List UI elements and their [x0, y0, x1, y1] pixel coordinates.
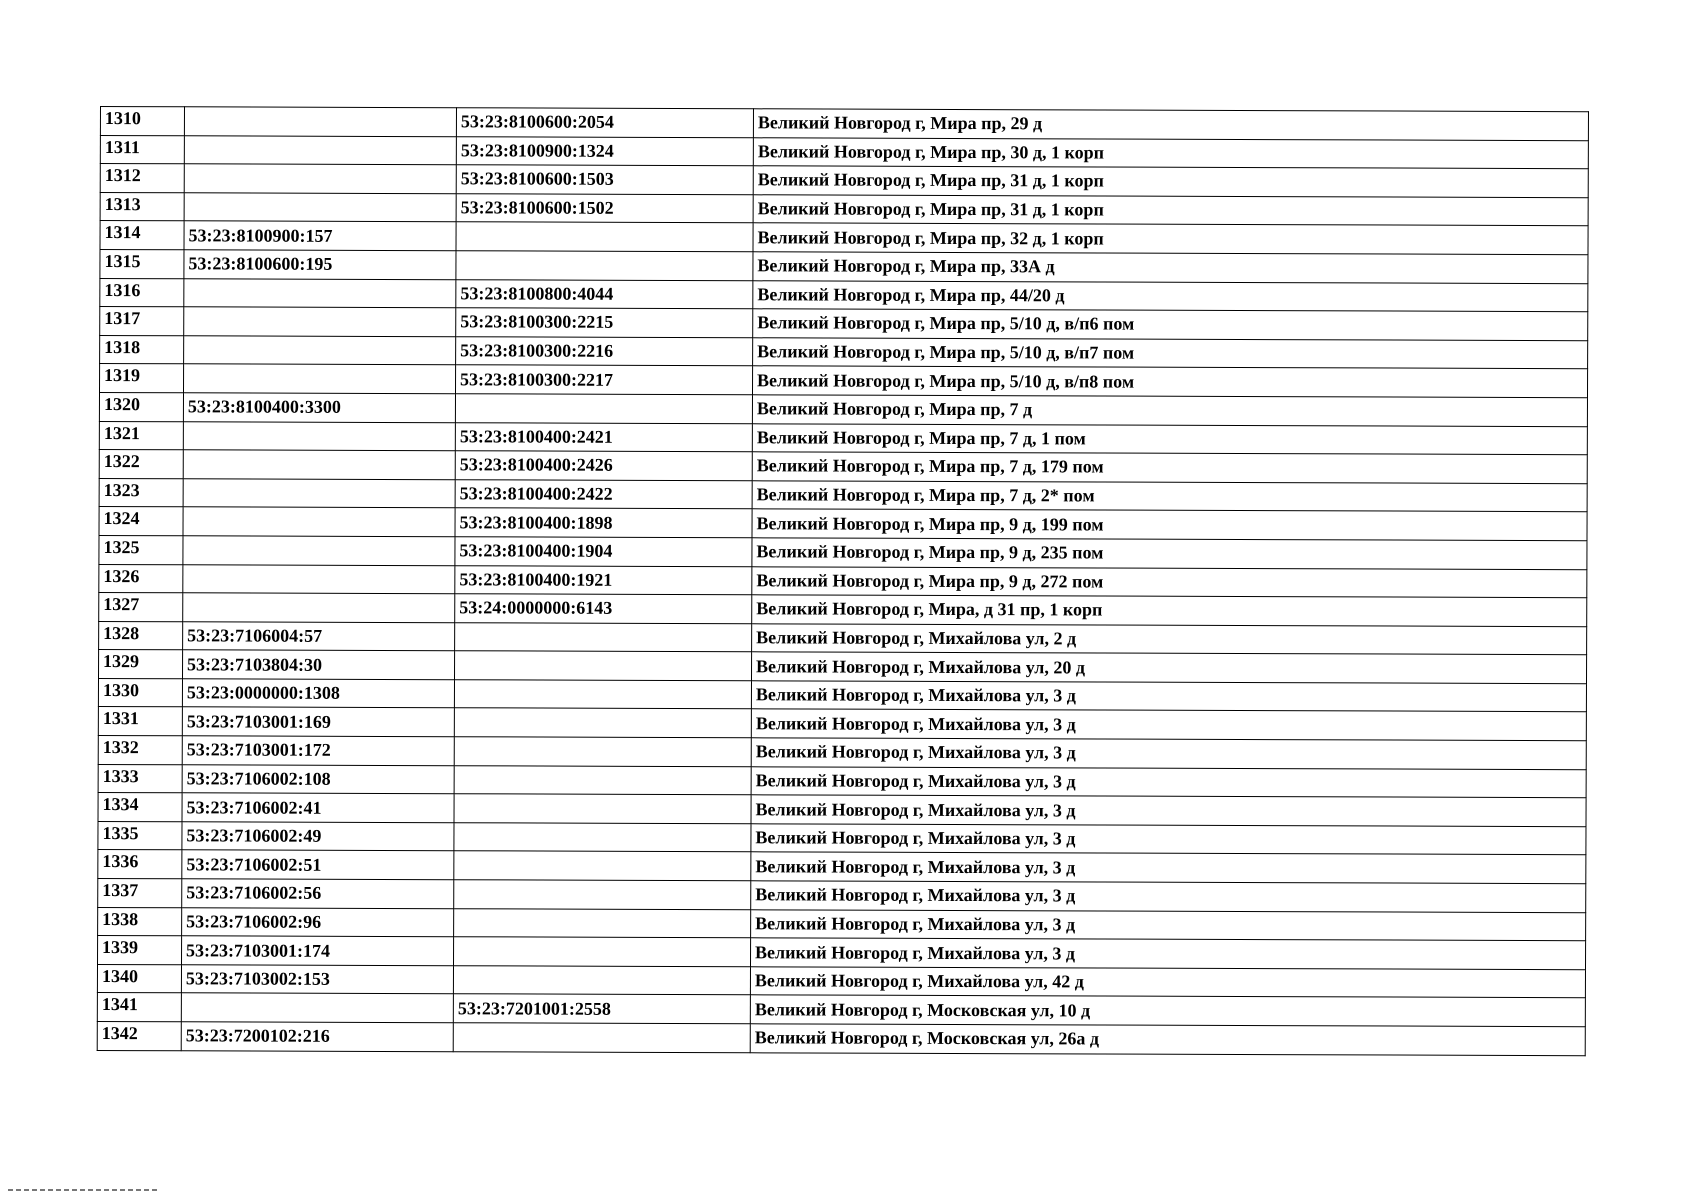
cadastral-number-1-cell: 53:23:7103001:169 — [182, 707, 454, 737]
register-table — [97, 106, 1589, 1056]
cadastral-number-1-cell — [183, 421, 455, 451]
cadastral-number-1-cell — [183, 507, 455, 537]
cadastral-number-2-cell: 53:23:8100400:1921 — [455, 565, 752, 595]
address-cell: Великий Новгород г, Мира пр, 9 д, 199 пом — [752, 509, 1587, 541]
address-cell: Великий Новгород г, Мира пр, 29 д — [753, 109, 1588, 141]
row-number-cell: 1337 — [98, 879, 182, 908]
register-table-body — [97, 107, 1588, 1056]
cadastral-number-1-cell — [183, 479, 455, 509]
address-cell: Великий Новгород г, Мира пр, 7 д, 1 пом — [752, 423, 1587, 455]
cadastral-number-2-cell — [455, 394, 752, 424]
address-cell: Великий Новгород г, Мира пр, 7 д, 2* пом — [752, 480, 1587, 512]
row-number-cell: 1330 — [98, 678, 182, 707]
cadastral-number-1-cell — [183, 593, 455, 623]
address-cell: Великий Новгород г, Михайлова ул, 3 д — [751, 738, 1586, 770]
cadastral-number-2-cell — [454, 651, 751, 681]
row-number-cell: 1312 — [100, 164, 184, 193]
row-number-cell: 1327 — [99, 593, 183, 622]
address-cell: Великий Новгород г, Михайлова ул, 3 д — [751, 766, 1586, 798]
cadastral-number-2-cell — [454, 908, 751, 938]
row-number-cell: 1342 — [97, 1021, 181, 1050]
cadastral-number-2-cell — [454, 880, 751, 910]
cadastral-number-1-cell: 53:23:7103001:172 — [182, 736, 454, 766]
cadastral-number-1-cell — [183, 450, 455, 480]
cadastral-number-1-cell: 53:23:7106002:96 — [182, 907, 454, 937]
cadastral-number-2-cell: 53:23:8100300:2217 — [455, 365, 752, 395]
address-cell: Великий Новгород г, Мира пр, 9 д, 235 пом — [752, 538, 1587, 570]
row-number-cell: 1325 — [99, 535, 183, 564]
cadastral-number-1-cell: 53:23:7106004:57 — [183, 621, 455, 651]
cadastral-number-1-cell: 53:23:7103804:30 — [183, 650, 455, 680]
cadastral-number-1-cell — [181, 993, 453, 1023]
row-number-cell: 1331 — [98, 707, 182, 736]
address-cell: Великий Новгород г, Мира пр, 44/20 д — [753, 280, 1588, 312]
cadastral-number-2-cell: 53:23:8100400:2422 — [455, 479, 752, 509]
row-number-cell: 1315 — [100, 249, 184, 278]
row-number-cell: 1339 — [98, 936, 182, 965]
row-number-cell: 1326 — [99, 564, 183, 593]
address-cell: Великий Новгород г, Михайлова ул, 3 д — [751, 681, 1586, 713]
address-cell: Великий Новгород г, Московская ул, 10 д — [750, 995, 1585, 1027]
address-cell: Великий Новгород г, Михайлова ул, 3 д — [751, 709, 1586, 741]
row-number-cell: 1335 — [98, 821, 182, 850]
cadastral-number-1-cell — [184, 307, 456, 337]
row-number-cell: 1338 — [98, 907, 182, 936]
row-number-cell: 1333 — [98, 764, 182, 793]
cadastral-number-1-cell — [183, 564, 455, 594]
row-number-cell: 1311 — [100, 135, 184, 164]
cadastral-number-1-cell — [184, 135, 456, 165]
cadastral-number-2-cell: 53:23:8100300:2216 — [456, 336, 753, 366]
address-cell: Великий Новгород г, Мира пр, 5/10 д, в/п8 пом — [752, 366, 1587, 398]
address-cell: Великий Новгород г, Московская ул, 26а д — [750, 1024, 1585, 1056]
row-number-cell: 1340 — [97, 964, 181, 993]
row-number-cell: 1320 — [99, 392, 183, 421]
cadastral-number-2-cell — [455, 622, 752, 652]
row-number-cell: 1334 — [98, 793, 182, 822]
cadastral-number-2-cell: 53:23:8100600:2054 — [456, 108, 753, 138]
row-number-cell: 1329 — [99, 650, 183, 679]
address-cell: Великий Новгород г, Мира пр, 7 д, 179 пом — [752, 452, 1587, 484]
row-number-cell: 1324 — [99, 507, 183, 536]
cadastral-number-2-cell — [453, 966, 750, 996]
address-cell: Великий Новгород г, Мира пр, 31 д, 1 корп — [753, 166, 1588, 198]
cadastral-number-1-cell: 53:23:7106002:49 — [182, 822, 454, 852]
row-number-cell: 1314 — [100, 221, 184, 250]
cadastral-number-1-cell — [184, 278, 456, 308]
cadastral-number-2-cell: 53:23:8100400:1904 — [455, 537, 752, 567]
cadastral-number-1-cell: 53:23:8100600:195 — [184, 250, 456, 280]
row-number-cell: 1313 — [100, 192, 184, 221]
cadastral-number-1-cell: 53:23:7106002:108 — [182, 764, 454, 794]
row-number-cell: 1322 — [99, 450, 183, 479]
cadastral-number-1-cell: 53:23:0000000:1308 — [182, 679, 454, 709]
cadastral-number-2-cell — [456, 251, 753, 281]
cadastral-number-2-cell — [454, 737, 751, 767]
address-cell: Великий Новгород г, Мира, д 31 пр, 1 корп — [752, 595, 1587, 627]
cadastral-number-2-cell: 53:23:8100900:1324 — [456, 136, 753, 166]
cadastral-number-2-cell: 53:23:8100400:2426 — [455, 451, 752, 481]
address-cell: Великий Новгород г, Мира пр, 32 д, 1 корп — [753, 223, 1588, 255]
cadastral-number-1-cell — [184, 164, 456, 194]
cadastral-number-2-cell: 53:23:8100400:1898 — [455, 508, 752, 538]
address-cell: Великий Новгород г, Мира пр, 33А д — [753, 252, 1588, 284]
cadastral-number-2-cell — [454, 794, 751, 824]
cadastral-number-2-cell — [454, 937, 751, 967]
address-cell: Великий Новгород г, Михайлова ул, 3 д — [751, 881, 1586, 913]
address-cell: Великий Новгород г, Михайлова ул, 3 д — [751, 795, 1586, 827]
cadastral-number-1-cell: 53:23:7103002:153 — [181, 965, 453, 995]
row-number-cell: 1316 — [100, 278, 184, 307]
cadastral-number-2-cell — [454, 708, 751, 738]
address-cell: Великий Новгород г, Михайлова ул, 42 д — [750, 967, 1585, 999]
cadastral-number-1-cell: 53:23:7106002:41 — [182, 793, 454, 823]
address-cell: Великий Новгород г, Михайлова ул, 2 д — [752, 623, 1587, 655]
address-cell: Великий Новгород г, Михайлова ул, 3 д — [751, 852, 1586, 884]
address-cell: Великий Новгород г, Михайлова ул, 20 д — [751, 652, 1586, 684]
cadastral-number-2-cell — [454, 851, 751, 881]
cadastral-number-2-cell — [454, 680, 751, 710]
cadastral-number-2-cell: 53:23:8100800:4044 — [456, 279, 753, 309]
table-row — [97, 1021, 1585, 1055]
cadastral-number-2-cell: 53:23:8100600:1502 — [456, 194, 753, 224]
cadastral-number-2-cell — [453, 1023, 750, 1053]
row-number-cell: 1317 — [100, 307, 184, 336]
cadastral-number-2-cell — [454, 765, 751, 795]
cadastral-number-1-cell: 53:23:7103001:174 — [182, 936, 454, 966]
row-number-cell: 1323 — [99, 478, 183, 507]
address-cell: Великий Новгород г, Мира пр, 5/10 д, в/п7 пом — [753, 338, 1588, 370]
cadastral-number-2-cell: 53:23:7201001:2558 — [453, 994, 750, 1024]
cadastral-number-1-cell — [184, 193, 456, 223]
address-cell: Великий Новгород г, Мира пр, 31 д, 1 корп — [753, 195, 1588, 227]
address-cell: Великий Новгород г, Михайлова ул, 3 д — [750, 938, 1585, 970]
cadastral-number-1-cell — [183, 364, 455, 394]
address-cell: Великий Новгород г, Мира пр, 30 д, 1 корп — [753, 137, 1588, 169]
cadastral-number-1-cell: 53:23:7106002:56 — [182, 879, 454, 909]
cadastral-number-2-cell — [456, 222, 753, 252]
row-number-cell: 1332 — [98, 736, 182, 765]
row-number-cell: 1318 — [100, 335, 184, 364]
cadastral-number-2-cell: 53:23:8100300:2215 — [456, 308, 753, 338]
address-cell: Великий Новгород г, Мира пр, 9 д, 272 пом — [752, 566, 1587, 598]
scan-edge-mark — [8, 1189, 158, 1191]
address-cell: Великий Новгород г, Мира пр, 7 д — [752, 395, 1587, 427]
cadastral-number-1-cell: 53:23:8100400:3300 — [183, 393, 455, 423]
row-number-cell: 1341 — [97, 993, 181, 1022]
row-number-cell: 1319 — [100, 364, 184, 393]
cadastral-number-2-cell: 53:23:8100600:1503 — [456, 165, 753, 195]
cadastral-number-2-cell — [454, 823, 751, 853]
cadastral-number-1-cell: 53:23:7200102:216 — [181, 1022, 453, 1052]
cadastral-number-1-cell — [184, 107, 456, 137]
address-cell: Великий Новгород г, Михайлова ул, 3 д — [751, 824, 1586, 856]
cadastral-number-2-cell: 53:24:0000000:6143 — [455, 594, 752, 624]
row-number-cell: 1321 — [99, 421, 183, 450]
address-cell: Великий Новгород г, Михайлова ул, 3 д — [751, 909, 1586, 941]
cadastral-number-1-cell: 53:23:7106002:51 — [182, 850, 454, 880]
row-number-cell: 1336 — [98, 850, 182, 879]
address-cell: Великий Новгород г, Мира пр, 5/10 д, в/п6 пом — [753, 309, 1588, 341]
cadastral-number-2-cell: 53:23:8100400:2421 — [455, 422, 752, 452]
cadastral-number-1-cell — [183, 536, 455, 566]
row-number-cell: 1328 — [99, 621, 183, 650]
row-number-cell: 1310 — [100, 107, 184, 136]
cadastral-number-1-cell — [184, 336, 456, 366]
cadastral-number-1-cell: 53:23:8100900:157 — [184, 221, 456, 251]
